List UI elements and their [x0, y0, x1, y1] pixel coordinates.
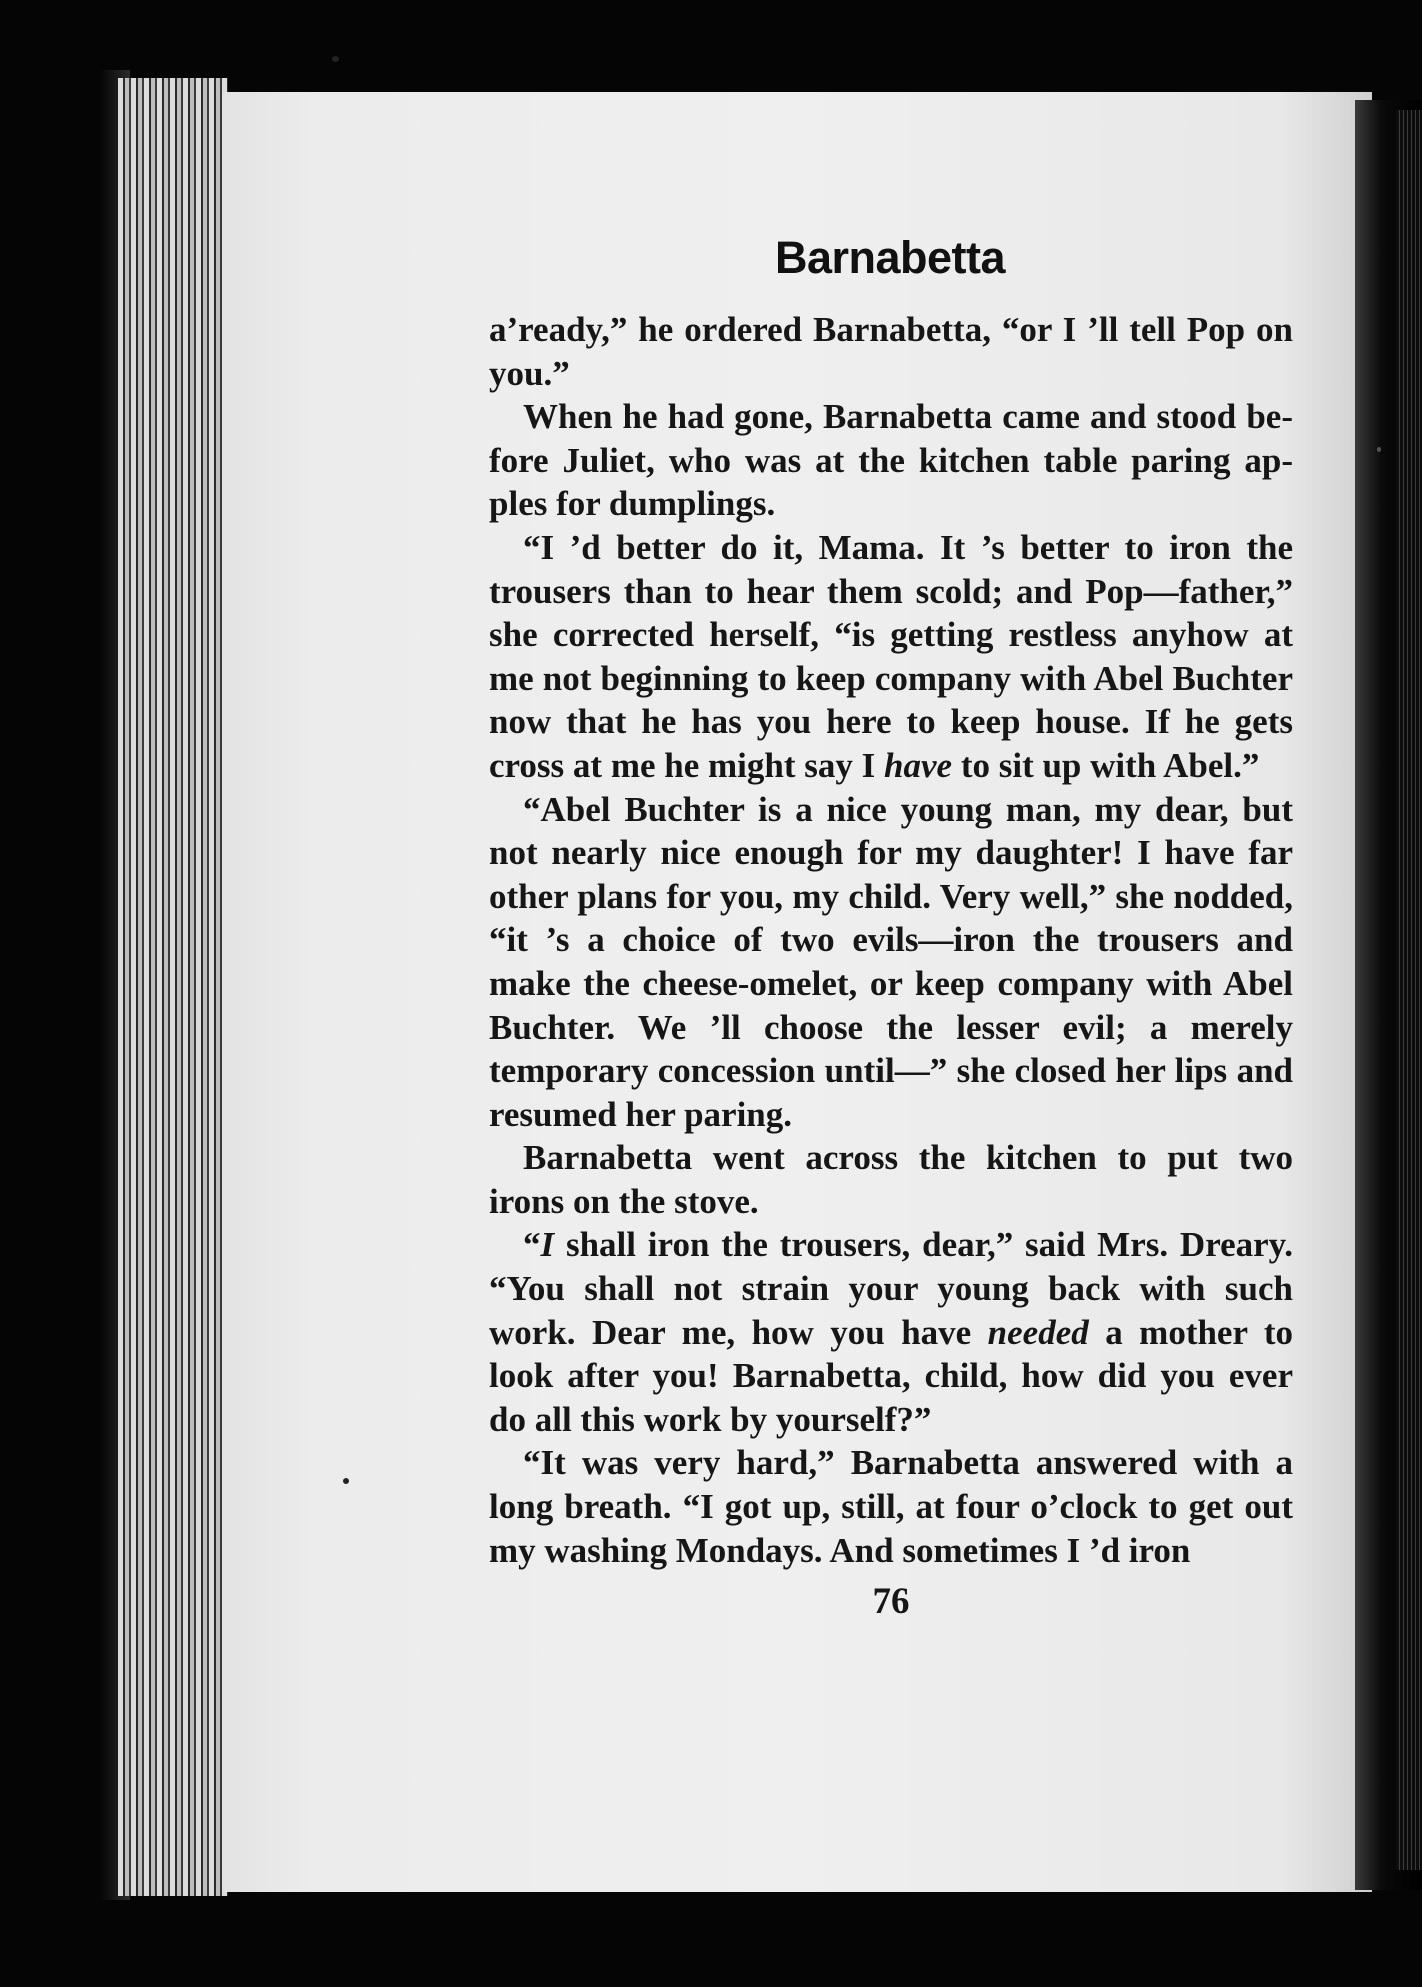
emphasized-word: I	[540, 1225, 555, 1265]
paragraph	[489, 1441, 1293, 1572]
dust-speck	[1377, 447, 1381, 452]
paragraph	[489, 1136, 1293, 1223]
body-text	[489, 308, 1293, 1572]
text-run: When he had gone, Barnabetta came and stood before Juliet, who was at the kitchen table paring apples for dumplings.	[489, 397, 1293, 524]
text-run: “It was very hard,” Barnabetta answered with a long breath. “I got up, still, at four o’clock to get out my washing Mondays. And sometimes I ’d iron	[489, 1443, 1293, 1570]
page-number: 76	[872, 1581, 910, 1622]
dust-speck	[332, 56, 339, 62]
running-head: Barnabetta	[774, 232, 1006, 283]
text-run: a’ready,” he ordered Barnabetta, “or I ’ll tell Pop on you.”	[489, 310, 1293, 393]
emphasized-word: needed	[987, 1312, 1089, 1352]
paragraph	[489, 788, 1293, 1137]
text-run: “	[523, 1225, 541, 1265]
paragraph	[489, 308, 1293, 395]
dust-speck	[343, 1478, 349, 1484]
stacked-page-edges	[118, 78, 228, 1896]
paragraph	[489, 1223, 1293, 1441]
text-run: shall iron the trousers, dear,” said Mrs. Dreary. “You shall not strain your young back with such work. Dear me, how you have	[489, 1225, 1293, 1352]
text-run: a mother to look after you! Barnabetta, child, how did you ever do all this work by yourself?”	[489, 1312, 1293, 1439]
text-run: to sit up with Abel.”	[952, 745, 1260, 785]
emphasized-word: have	[884, 745, 953, 785]
text-run: “I ’d better do it, Mama. It ’s better to iron the trousers than to hear them scold; and Pop—father,” she corrected herself, “is getting restless anyhow at me not beginning to keep company with Abel Buchter now that he has you here to keep house. If he gets cross at me he might say I	[489, 527, 1293, 785]
paragraph	[489, 395, 1293, 526]
paragraph	[489, 526, 1293, 788]
right-page-edges	[1396, 110, 1422, 1870]
text-run: Barnabetta went across the kitchen to put two irons on the stove.	[489, 1138, 1293, 1221]
text-run: “Abel Buchter is a nice young man, my dear, but not nearly nice enough for my daughter! I have far other plans for you, my child. Very well,” she nodded, “it ’s a choice of two evils—iron the trousers and make the cheese-omelet, or keep company with Abel Buchter. We ’ll choose the lesser evil; a merely temporary concession until—” she closed her lips and resumed her paring.	[489, 789, 1293, 1134]
